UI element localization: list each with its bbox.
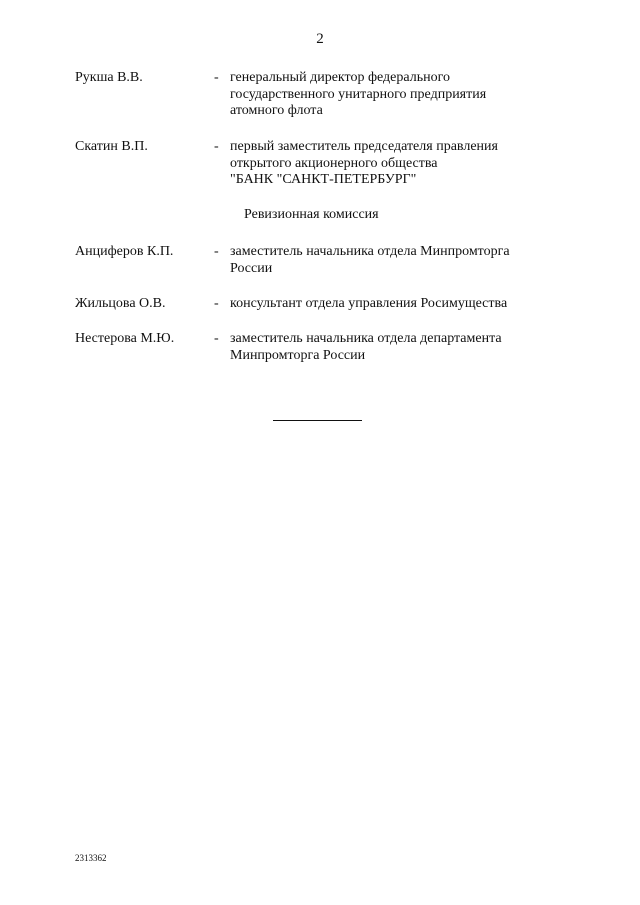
person-name: Нестерова М.Ю. <box>75 331 175 346</box>
person-position <box>230 244 560 277</box>
dash-separator: - <box>214 70 219 85</box>
dash-separator: - <box>214 139 219 154</box>
position-line: государственного унитарного предприятия <box>230 86 487 102</box>
person-position <box>230 296 560 313</box>
position-line: генеральный директор федерального <box>230 70 450 85</box>
position-line: России <box>230 260 273 276</box>
person-position <box>230 70 560 120</box>
person-position <box>230 331 560 364</box>
position-line: атомного флота <box>230 103 323 118</box>
page-number: 2 <box>316 31 324 47</box>
dash-separator: - <box>214 296 219 311</box>
person-name: Жильцова О.В. <box>75 296 166 311</box>
position-line: заместитель начальника отдела департамента <box>230 331 502 346</box>
end-divider <box>273 420 362 421</box>
person-name: Рукша В.В. <box>75 70 143 85</box>
position-line: консультант отдела управления Росимущества <box>230 296 508 311</box>
section-heading: Ревизионная комиссия <box>244 207 379 222</box>
dash-separator: - <box>214 244 219 259</box>
position-line: "БАНК "САНКТ-ПЕТЕРБУРГ" <box>230 172 417 187</box>
person-name: Анциферов К.П. <box>75 244 174 259</box>
position-line: первый заместитель председателя правления <box>230 139 498 154</box>
document-code: 2313362 <box>75 853 107 863</box>
position-line: заместитель начальника отдела Минпромторга <box>230 244 510 259</box>
person-name: Скатин В.П. <box>75 139 148 154</box>
dash-separator: - <box>214 331 219 346</box>
position-line: Минпромторга России <box>230 347 366 363</box>
position-line: открытого акционерного общества <box>230 155 438 171</box>
person-position <box>230 139 560 189</box>
